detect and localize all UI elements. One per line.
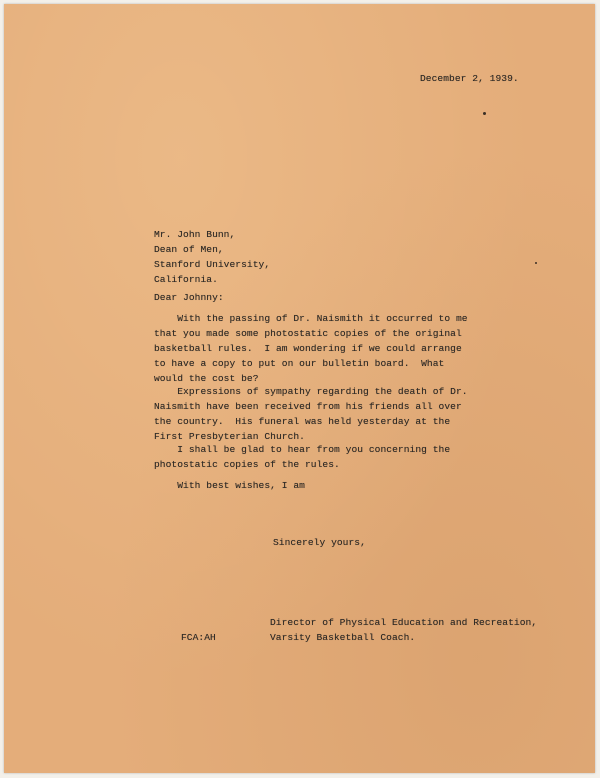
paragraph-line: Naismith have been received from his friends all over bbox=[154, 401, 462, 412]
letter-date: December 2, 1939. bbox=[420, 73, 519, 84]
signer-title: Director of Physical Education and Recreation, bbox=[270, 617, 538, 628]
paper-speck bbox=[483, 112, 486, 115]
recipient-name: Mr. John Bunn, bbox=[154, 229, 236, 240]
recipient-title: Dean of Men, bbox=[154, 244, 224, 255]
paragraph-line: First Presbyterian Church. bbox=[154, 431, 305, 442]
paragraph-line: Expressions of sympathy regarding the death of Dr. bbox=[154, 386, 468, 397]
recipient-state: California. bbox=[154, 274, 218, 285]
paragraph-line: basketball rules. I am wondering if we could arrange bbox=[154, 343, 462, 354]
reference-initials: FCA:AH bbox=[181, 632, 216, 643]
paragraph-line: would the cost be? bbox=[154, 373, 259, 384]
letter-page bbox=[4, 4, 595, 773]
paragraph-line: I shall be glad to hear from you concerning the bbox=[154, 444, 451, 455]
complimentary-closing: Sincerely yours, bbox=[273, 537, 366, 548]
best-wishes-line: With best wishes, I am bbox=[154, 480, 305, 491]
signer-role: Varsity Basketball Coach. bbox=[270, 632, 416, 643]
paragraph-line: photostatic copies of the rules. bbox=[154, 459, 340, 470]
paragraph-line: to have a copy to put on our bulletin board. What bbox=[154, 358, 445, 369]
paragraph-line: the country. His funeral was held yesterday at the bbox=[154, 416, 451, 427]
signature-block bbox=[270, 615, 538, 675]
recipient-institution: Stanford University, bbox=[154, 259, 271, 270]
paragraph-line: that you made some photostatic copies of the original bbox=[154, 328, 462, 339]
salutation: Dear Johnny: bbox=[154, 292, 224, 303]
paragraph-line: With the passing of Dr. Naismith it occurred to me bbox=[154, 313, 468, 324]
paper-speck bbox=[535, 262, 537, 264]
